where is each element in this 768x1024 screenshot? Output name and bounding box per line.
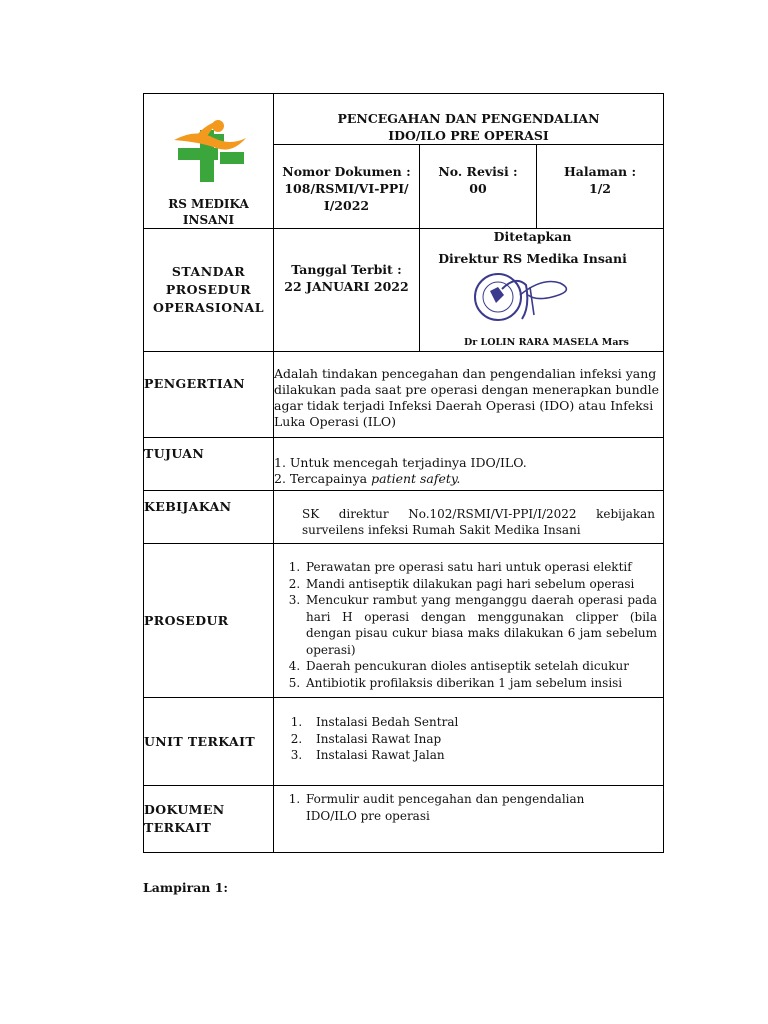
tujuan-label: TUJUAN [144,446,205,461]
hospital-logo-icon [170,116,254,188]
kebijakan-word: kebijakan [596,507,655,521]
page-value: 1/2 [589,181,611,196]
document-title-line2: IDO/ILO PRE OPERASI [388,128,549,143]
doc-number-value-line1: 108/RSMI/VI-PPI/ [284,181,409,196]
doc-number-value-line2: I/2022 [323,198,370,213]
prosedur-content-cell [274,544,664,698]
signature-stamp-icon [472,267,582,329]
kebijakan-number: No.102/RSMI/VI-PPI/I/2022 [408,507,577,521]
unit-item-3: 3. Instalasi Rawat Jalan [306,747,657,764]
tujuan-label-cell [144,438,274,491]
issue-date-cell [274,229,420,352]
document-title-cell [274,94,664,145]
dokumen-label-line2: TERKAIT [144,820,212,835]
prosedur-label: PROSEDUR [144,613,229,628]
hospital-name [144,196,273,228]
sop-label-line3: OPERASIONAL [152,300,265,315]
kebijakan-sk: SK [302,507,320,521]
sop-table [143,93,664,853]
kebijakan-line-1 [302,506,655,522]
unit-content-cell [274,698,664,786]
unit-list [278,714,657,764]
revision-label: No. Revisi : [438,164,518,179]
approver-title: Direktur RS Medika Insani [438,251,627,266]
lampiran-label: Lampiran 1: [143,880,229,895]
unit-item-1: 1. Instalasi Bedah Sentral [306,714,657,731]
tujuan-item-2-prefix: 2. Tercapainya [274,471,372,486]
approved-label: Ditetapkan [493,229,572,244]
revision-value: 00 [469,181,487,196]
issue-date-label: Tanggal Terbit : [291,262,402,277]
revision-cell [420,145,537,229]
prosedur-label-cell [144,544,274,698]
sop-document [143,93,663,854]
sop-label-cell [144,229,274,352]
pengertian-label: PENGERTIAN [144,376,245,391]
kebijakan-direktur: direktur [338,507,389,521]
dokumen-content-cell [274,786,664,853]
prosedur-item-2: 2. Mandi antiseptik dilakukan pagi hari sebelum operasi [304,576,657,593]
sop-label-line2: PROSEDUR [165,282,252,297]
kebijakan-content-cell [274,491,664,544]
tujuan-item-2 [274,471,663,487]
dokumen-item-1: 1. Formulir audit pencegahan dan pengendalian IDO/ILO pre operasi [304,791,593,824]
prosedur-item-1: 1. Perawatan pre operasi satu hari untuk operasi elektif [304,559,657,576]
pengertian-text: Adalah tindakan pencegahan dan pengendalian infeksi yang dilakukan pada saat pre operasi dengan menerapkan bundle agar tidak terjadi Infeksi Daerah Operasi (IDO) atau Infeksi Luka Operasi (ILO) [274,366,660,429]
prosedur-item-4: 4. Daerah pencukuran dioles antiseptik setelah dicukur [304,658,657,675]
pengertian-label-cell [144,352,274,438]
approval-cell [420,229,664,352]
dokumen-list [278,791,593,824]
hospital-name-line1: RS MEDIKA [168,197,249,211]
sop-label-line1: STANDAR [171,264,246,279]
kebijakan-label-cell [144,491,274,544]
doc-number-cell [274,145,420,229]
kebijakan-line-2: surveilens infeksi Rumah Sakit Medika Insani [302,523,581,537]
tujuan-content-cell [274,438,664,491]
unit-label-cell [144,698,274,786]
pengertian-content-cell [274,352,664,438]
dokumen-label-cell [144,786,274,853]
dokumen-label-line1: DOKUMEN [144,802,225,817]
hospital-logo-cell [144,94,274,229]
unit-label: UNIT TERKAIT [144,734,256,749]
unit-item-2: 2. Instalasi Rawat Inap [306,731,657,748]
prosedur-item-3: 3. Mencukur rambut yang menganggu daerah operasi pada hari H operasi dengan menggunakan clipper (bila dengan pisau cukur biasa maks dilakukan 6 jam sebelum operasi) [304,592,657,658]
tujuan-item-2-emphasis: patient safety. [371,471,461,486]
page-label: Halaman : [563,164,637,179]
document-title-line1: PENCEGAHAN DAN PENGENDALIAN [337,111,600,126]
page-cell [537,145,664,229]
approver-name: Dr LOLIN RARA MASELA Mars [464,337,629,348]
kebijakan-label: KEBIJAKAN [144,499,232,514]
tujuan-item-1: 1. Untuk mencegah terjadinya IDO/ILO. [274,455,527,470]
hospital-name-line2: INSANI [182,213,235,227]
prosedur-list [278,559,657,691]
issue-date-value: 22 JANUARI 2022 [284,279,409,294]
prosedur-item-5: 5. Antibiotik profilaksis diberikan 1 jam sebelum insisi [304,675,657,692]
doc-number-label: Nomor Dokumen : [282,164,411,179]
